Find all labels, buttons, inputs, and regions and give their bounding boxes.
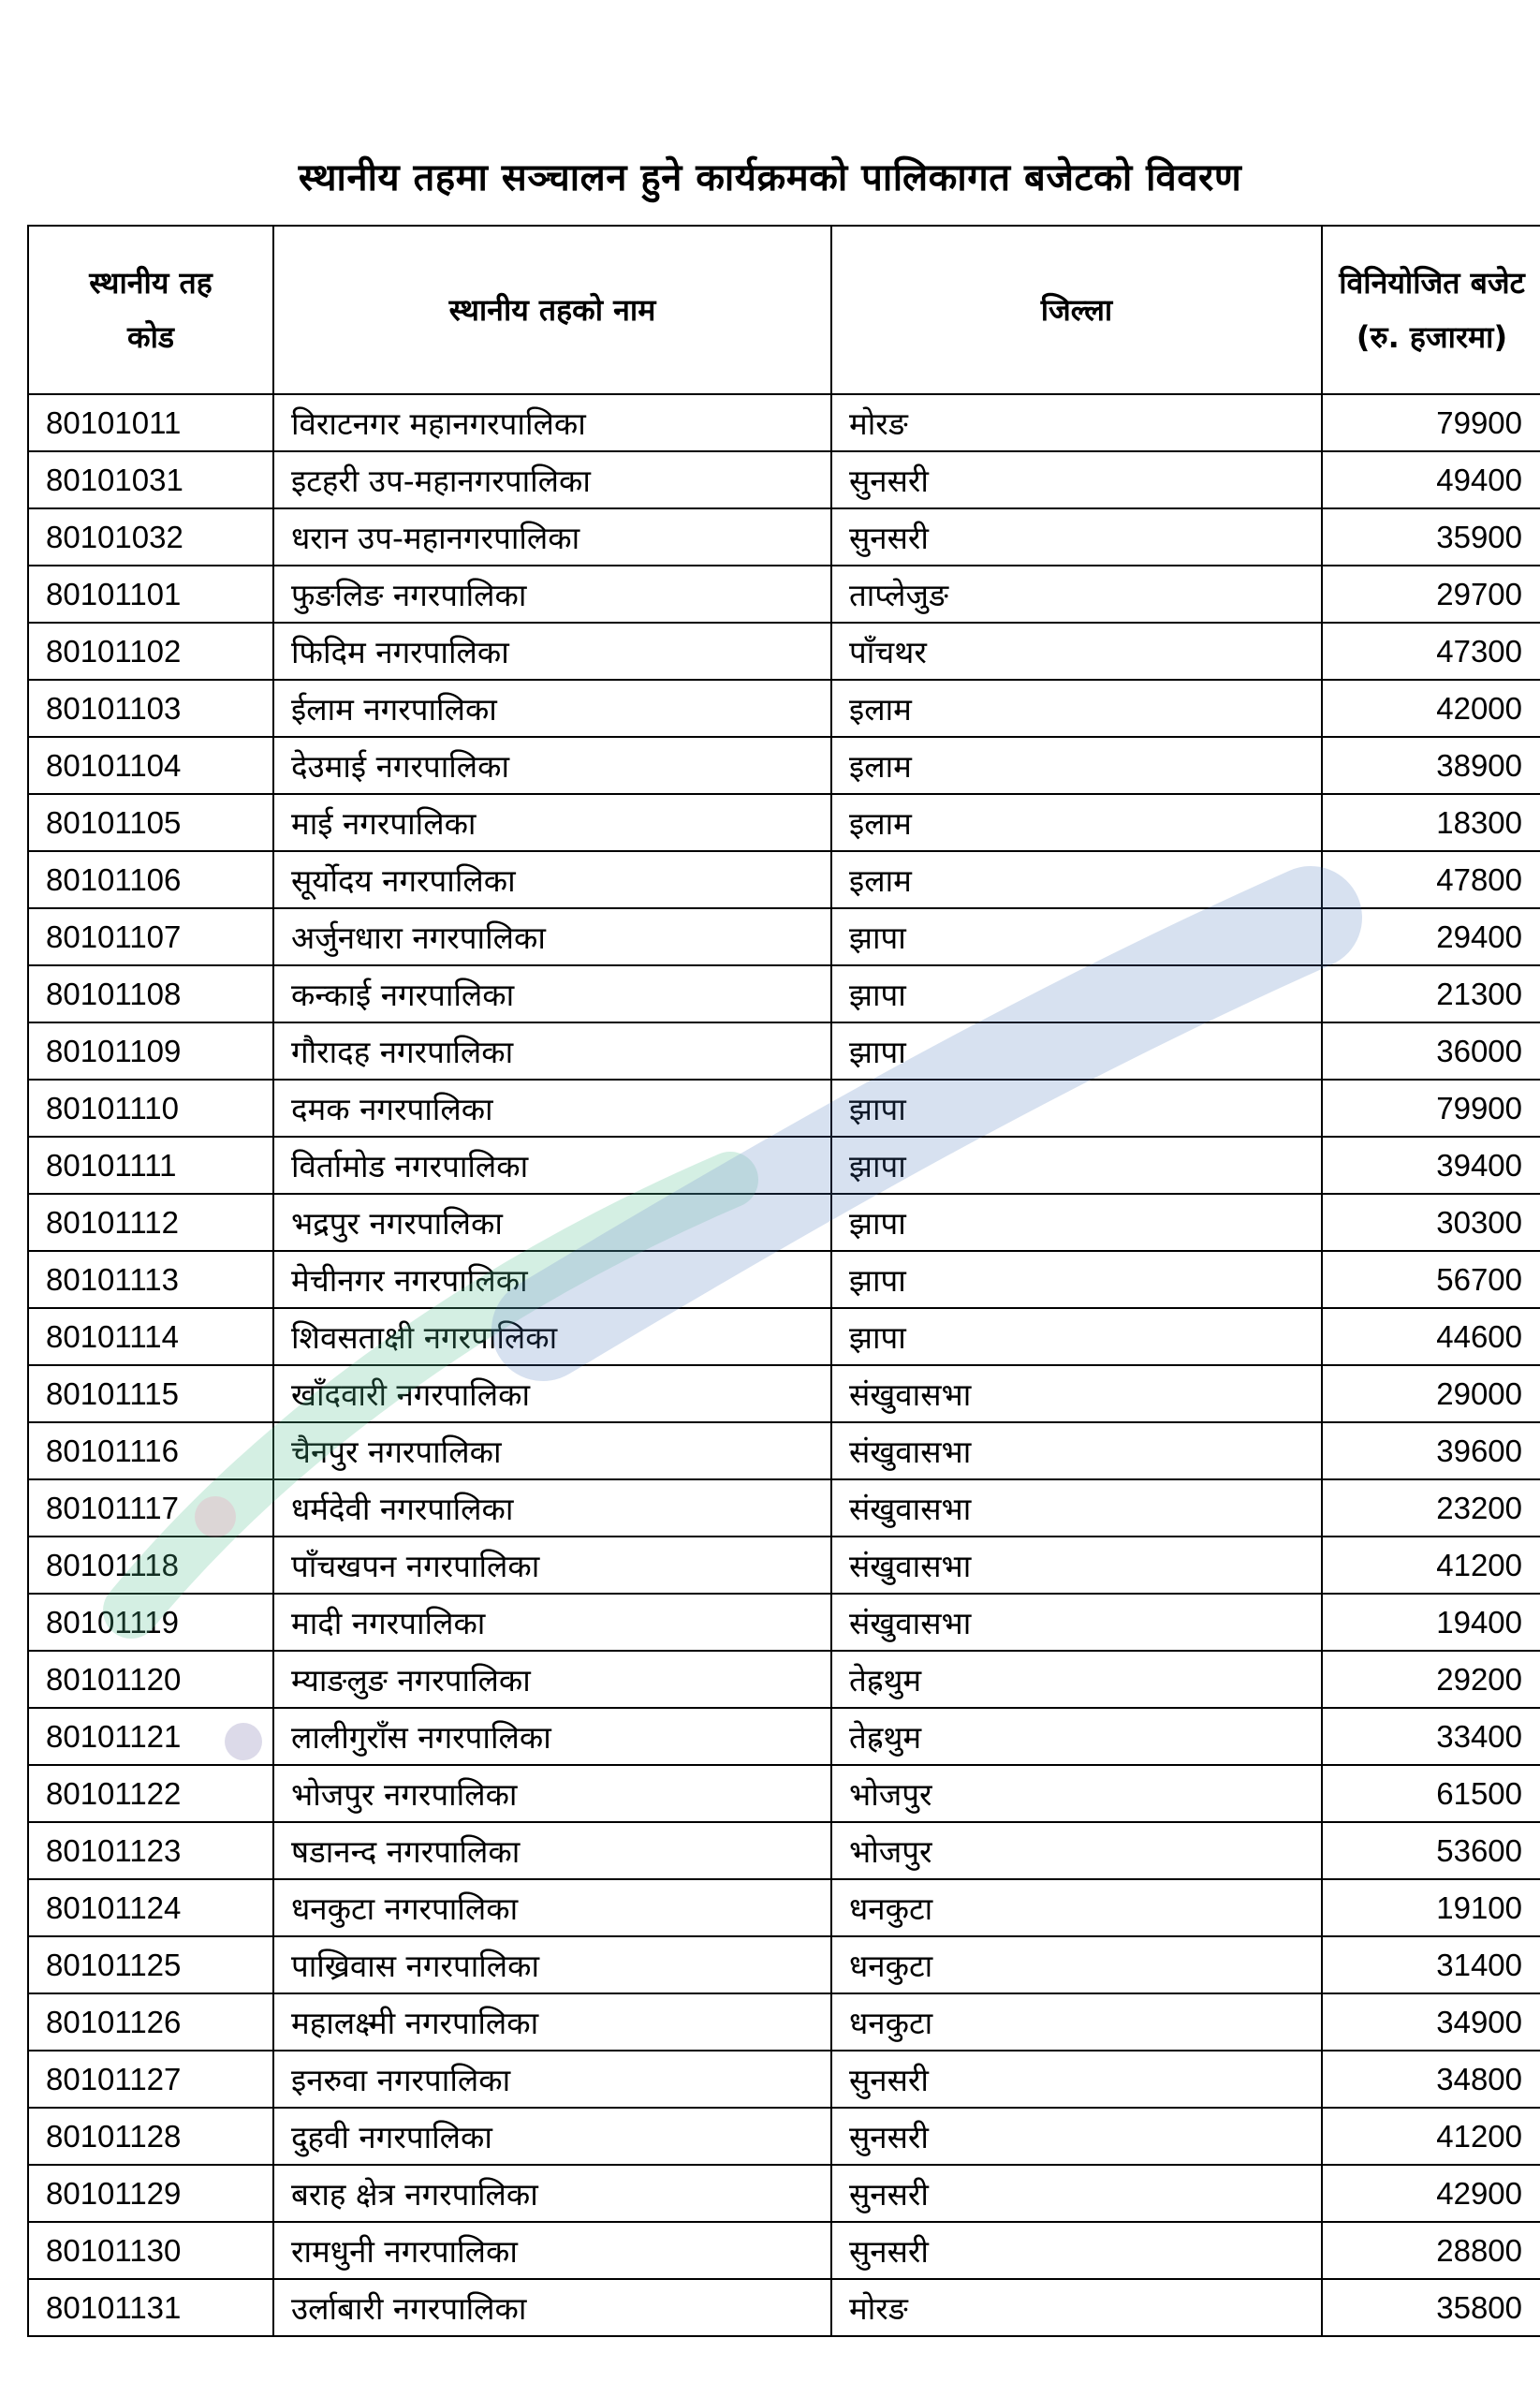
cell-name: फिदिम नगरपालिका: [273, 623, 831, 680]
table-row: [28, 1537, 1540, 1594]
cell-budget: 79900: [1322, 394, 1540, 451]
budget-table: [27, 225, 1540, 2337]
cell-budget: 38900: [1322, 737, 1540, 794]
table-row: [28, 2108, 1540, 2165]
cell-district: भोजपुर: [831, 1765, 1322, 1822]
cell-name: ईलाम नगरपालिका: [273, 680, 831, 737]
cell-name: विराटनगर महानगरपालिका: [273, 394, 831, 451]
table-row: [28, 1308, 1540, 1365]
cell-code: 80101130: [28, 2222, 273, 2279]
cell-name: माई नगरपालिका: [273, 794, 831, 851]
cell-name: षडानन्द नगरपालिका: [273, 1822, 831, 1879]
cell-district: इलाम: [831, 737, 1322, 794]
cell-code: 80101111: [28, 1137, 273, 1194]
cell-budget: 18300: [1322, 794, 1540, 851]
table-row: [28, 1594, 1540, 1651]
cell-budget: 29200: [1322, 1651, 1540, 1708]
header-name: स्थानीय तहको नाम: [273, 226, 831, 394]
cell-budget: 34800: [1322, 2051, 1540, 2108]
cell-district: संखुवासभा: [831, 1479, 1322, 1537]
cell-code: 80101103: [28, 680, 273, 737]
cell-name: धनकुटा नगरपालिका: [273, 1879, 831, 1936]
cell-code: 80101102: [28, 623, 273, 680]
table-row: [28, 1422, 1540, 1479]
cell-district: इलाम: [831, 851, 1322, 908]
table-row: [28, 1251, 1540, 1308]
cell-budget: 35900: [1322, 508, 1540, 566]
cell-district: सुनसरी: [831, 2222, 1322, 2279]
cell-name: रामधुनी नगरपालिका: [273, 2222, 831, 2279]
cell-code: 80101124: [28, 1879, 273, 1936]
table-row: [28, 2279, 1540, 2336]
cell-code: 80101125: [28, 1936, 273, 1993]
cell-code: 80101120: [28, 1651, 273, 1708]
cell-budget: 34900: [1322, 1993, 1540, 2051]
cell-district: धनकुटा: [831, 1993, 1322, 2051]
cell-name: दमक नगरपालिका: [273, 1080, 831, 1137]
table-row: [28, 908, 1540, 965]
cell-code: 80101110: [28, 1080, 273, 1137]
cell-budget: 29000: [1322, 1365, 1540, 1422]
cell-code: 80101106: [28, 851, 273, 908]
table-row: [28, 623, 1540, 680]
cell-budget: 44600: [1322, 1308, 1540, 1365]
table-header: [28, 226, 1540, 394]
header-row: [28, 226, 1540, 394]
cell-district: झापा: [831, 1194, 1322, 1251]
cell-district: झापा: [831, 965, 1322, 1022]
cell-budget: 61500: [1322, 1765, 1540, 1822]
cell-name: फुङलिङ नगरपालिका: [273, 566, 831, 623]
cell-budget: 47800: [1322, 851, 1540, 908]
cell-budget: 19100: [1322, 1879, 1540, 1936]
cell-name: पाँचखपन नगरपालिका: [273, 1537, 831, 1594]
cell-name: म्याङलुङ नगरपालिका: [273, 1651, 831, 1708]
table-row: [28, 1365, 1540, 1422]
table-row: [28, 1194, 1540, 1251]
cell-district: पाँचथर: [831, 623, 1322, 680]
cell-code: 80101128: [28, 2108, 273, 2165]
cell-budget: 33400: [1322, 1708, 1540, 1765]
cell-district: सुनसरी: [831, 2165, 1322, 2222]
table-body: [28, 394, 1540, 2336]
cell-name: गौरादह नगरपालिका: [273, 1022, 831, 1080]
cell-code: 80101108: [28, 965, 273, 1022]
cell-district: धनकुटा: [831, 1936, 1322, 1993]
cell-district: सुनसरी: [831, 2108, 1322, 2165]
watermark-text: स्वास्थ्य आवाज: [75, 843, 81, 844]
table-row: [28, 737, 1540, 794]
cell-district: झापा: [831, 1308, 1322, 1365]
cell-name: महालक्ष्मी नगरपालिका: [273, 1993, 831, 2051]
cell-district: इलाम: [831, 680, 1322, 737]
cell-code: 80101107: [28, 908, 273, 965]
cell-code: 80101031: [28, 451, 273, 508]
table-row: [28, 508, 1540, 566]
cell-code: 80101011: [28, 394, 273, 451]
cell-name: चैनपुर नगरपालिका: [273, 1422, 831, 1479]
table-row: [28, 1936, 1540, 1993]
cell-district: मोरङ: [831, 2279, 1322, 2336]
cell-budget: 39400: [1322, 1137, 1540, 1194]
table-row: [28, 965, 1540, 1022]
cell-district: संखुवासभा: [831, 1537, 1322, 1594]
cell-name: कन्काई नगरपालिका: [273, 965, 831, 1022]
cell-district: संखुवासभा: [831, 1422, 1322, 1479]
cell-name: मादी नगरपालिका: [273, 1594, 831, 1651]
cell-name: भद्रपुर नगरपालिका: [273, 1194, 831, 1251]
cell-budget: 42000: [1322, 680, 1540, 737]
cell-budget: 42900: [1322, 2165, 1540, 2222]
table-row: [28, 2165, 1540, 2222]
cell-name: इटहरी उप-महानगरपालिका: [273, 451, 831, 508]
cell-name: उर्लाबारी नगरपालिका: [273, 2279, 831, 2336]
cell-code: 80101032: [28, 508, 273, 566]
table-row: [28, 566, 1540, 623]
cell-district: संखुवासभा: [831, 1594, 1322, 1651]
cell-code: 80101127: [28, 2051, 273, 2108]
cell-district: इलाम: [831, 794, 1322, 851]
cell-budget: 39600: [1322, 1422, 1540, 1479]
cell-name: विर्तामोड नगरपालिका: [273, 1137, 831, 1194]
cell-code: 80101105: [28, 794, 273, 851]
table-row: [28, 1137, 1540, 1194]
cell-code: 80101121: [28, 1708, 273, 1765]
cell-code: 80101116: [28, 1422, 273, 1479]
cell-budget: 41200: [1322, 2108, 1540, 2165]
cell-name: अर्जुनधारा नगरपालिका: [273, 908, 831, 965]
cell-name: इनरुवा नगरपालिका: [273, 2051, 831, 2108]
cell-name: लालीगुराँस नगरपालिका: [273, 1708, 831, 1765]
cell-district: भोजपुर: [831, 1822, 1322, 1879]
table-row: [28, 394, 1540, 451]
table-row: [28, 680, 1540, 737]
cell-name: दुहवी नगरपालिका: [273, 2108, 831, 2165]
cell-budget: 23200: [1322, 1479, 1540, 1537]
cell-code: 80101131: [28, 2279, 273, 2336]
cell-budget: 29400: [1322, 908, 1540, 965]
cell-district: तेह्रथुम: [831, 1651, 1322, 1708]
cell-district: सुनसरी: [831, 451, 1322, 508]
cell-budget: 29700: [1322, 566, 1540, 623]
cell-district: सुनसरी: [831, 2051, 1322, 2108]
cell-name: धरान उप-महानगरपालिका: [273, 508, 831, 566]
cell-code: 80101104: [28, 737, 273, 794]
cell-district: संखुवासभा: [831, 1365, 1322, 1422]
cell-name: बराह क्षेत्र नगरपालिका: [273, 2165, 831, 2222]
cell-budget: 28800: [1322, 2222, 1540, 2279]
table-row: [28, 1993, 1540, 2051]
cell-name: सूर्योदय नगरपालिका: [273, 851, 831, 908]
cell-code: 80101117: [28, 1479, 273, 1537]
cell-budget: 41200: [1322, 1537, 1540, 1594]
cell-budget: 47300: [1322, 623, 1540, 680]
cell-district: धनकुटा: [831, 1879, 1322, 1936]
table-row: [28, 2051, 1540, 2108]
cell-budget: 30300: [1322, 1194, 1540, 1251]
table-row: [28, 1708, 1540, 1765]
cell-code: 80101126: [28, 1993, 273, 2051]
table-row: [28, 1022, 1540, 1080]
page-title: स्थानीय तहमा सञ्चालन हुने कार्यक्रमको पालिकागत बजेटको विवरण: [298, 156, 1242, 199]
cell-code: 80101114: [28, 1308, 273, 1365]
table-row: [28, 851, 1540, 908]
table-row: [28, 451, 1540, 508]
cell-district: झापा: [831, 1080, 1322, 1137]
cell-code: 80101113: [28, 1251, 273, 1308]
cell-district: झापा: [831, 908, 1322, 965]
cell-district: सुनसरी: [831, 508, 1322, 566]
cell-name: खाँदवारी नगरपालिका: [273, 1365, 831, 1422]
table-row: [28, 1879, 1540, 1936]
cell-code: 80101109: [28, 1022, 273, 1080]
cell-name: भोजपुर नगरपालिका: [273, 1765, 831, 1822]
table-row: [28, 1822, 1540, 1879]
cell-code: 80101123: [28, 1822, 273, 1879]
table-row: [28, 1765, 1540, 1822]
cell-code: 80101112: [28, 1194, 273, 1251]
cell-district: मोरङ: [831, 394, 1322, 451]
cell-budget: 36000: [1322, 1022, 1540, 1080]
cell-budget: 35800: [1322, 2279, 1540, 2336]
table-row: [28, 1651, 1540, 1708]
cell-budget: 56700: [1322, 1251, 1540, 1308]
cell-code: 80101118: [28, 1537, 273, 1594]
cell-district: झापा: [831, 1022, 1322, 1080]
cell-name: शिवसताक्षी नगरपालिका: [273, 1308, 831, 1365]
cell-code: 80101115: [28, 1365, 273, 1422]
cell-budget: 21300: [1322, 965, 1540, 1022]
cell-district: तेह्रथुम: [831, 1708, 1322, 1765]
cell-name: धर्मदेवी नगरपालिका: [273, 1479, 831, 1537]
cell-budget: 49400: [1322, 451, 1540, 508]
table-row: [28, 2222, 1540, 2279]
table-row: [28, 1080, 1540, 1137]
cell-budget: 79900: [1322, 1080, 1540, 1137]
cell-budget: 19400: [1322, 1594, 1540, 1651]
cell-district: झापा: [831, 1137, 1322, 1194]
cell-district: ताप्लेजुङ: [831, 566, 1322, 623]
cell-name: मेचीनगर नगरपालिका: [273, 1251, 831, 1308]
cell-code: 80101129: [28, 2165, 273, 2222]
cell-name: पाख्रिवास नगरपालिका: [273, 1936, 831, 1993]
table-row: [28, 794, 1540, 851]
cell-budget: 31400: [1322, 1936, 1540, 1993]
table-row: [28, 1479, 1540, 1537]
cell-code: 80101122: [28, 1765, 273, 1822]
header-budget: विनियोजित बजेट (रु. हजारमा): [1322, 226, 1540, 394]
cell-code: 80101119: [28, 1594, 273, 1651]
cell-name: देउमाई नगरपालिका: [273, 737, 831, 794]
cell-district: झापा: [831, 1251, 1322, 1308]
cell-code: 80101101: [28, 566, 273, 623]
header-code: स्थानीय तह कोड: [28, 226, 273, 394]
header-district: जिल्ला: [831, 226, 1322, 394]
cell-budget: 53600: [1322, 1822, 1540, 1879]
